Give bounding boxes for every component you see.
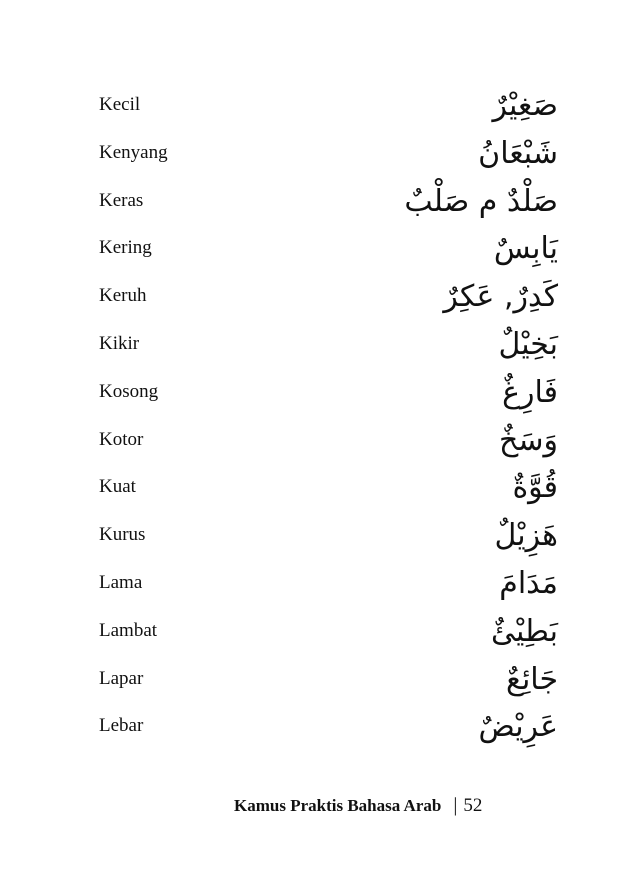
indonesian-word: Lambat — [99, 619, 158, 641]
arabic-word: عَرِيْضٌ — [478, 709, 558, 745]
arabic-word: فَارِغٌ — [502, 374, 558, 410]
entry-row — [0, 563, 638, 611]
indonesian-word: Keras — [99, 189, 144, 211]
entry-row — [0, 611, 638, 659]
indonesian-word: Kikir — [99, 332, 140, 354]
indonesian-word: Lebar — [99, 715, 144, 737]
entry-row — [0, 85, 638, 133]
arabic-word: قُوَّةٌ — [512, 470, 558, 506]
arabic-word: وَسَخٌ — [499, 422, 558, 458]
indonesian-word: Kuat — [99, 476, 136, 498]
entry-row — [0, 420, 638, 468]
page-number: 52 — [463, 795, 483, 816]
entry-row — [0, 515, 638, 563]
arabic-word: مَدَامَ — [499, 565, 558, 601]
indonesian-word: Keruh — [99, 285, 147, 307]
arabic-word: كَدِرٌ, عَكِرٌ — [443, 279, 558, 315]
entry-row — [0, 324, 638, 372]
entry-list — [0, 85, 638, 754]
indonesian-word: Kotor — [99, 428, 144, 450]
arabic-word: شَبْعَانُ — [478, 135, 558, 171]
arabic-word: جَائِعٌ — [505, 661, 558, 697]
entry-row — [0, 228, 638, 276]
footer-separator: | — [453, 794, 458, 816]
entry-row — [0, 276, 638, 324]
book-title: Kamus Praktis Bahasa Arab — [234, 796, 442, 815]
arabic-word: بَخِيْلٌ — [498, 326, 558, 362]
entry-row — [0, 133, 638, 181]
entry-row — [0, 659, 638, 707]
indonesian-word: Kosong — [99, 380, 159, 402]
indonesian-word: Kecil — [99, 94, 141, 115]
arabic-word: هَزِيْلٌ — [494, 518, 558, 554]
entry-row — [0, 467, 638, 515]
entry-row — [0, 372, 638, 420]
indonesian-word: Kenyang — [99, 141, 168, 163]
entry-row — [0, 706, 638, 754]
indonesian-word: Kering — [99, 237, 152, 259]
indonesian-word: Kurus — [99, 524, 146, 546]
indonesian-word: Lama — [99, 571, 143, 593]
arabic-word: صَلْدٌ م صَلْبٌ — [404, 183, 558, 219]
arabic-word: يَابِسٌ — [493, 231, 558, 267]
arabic-word: صَغِيْرٌ — [492, 88, 558, 123]
page-footer — [234, 794, 482, 822]
indonesian-word: Lapar — [99, 667, 144, 689]
arabic-word: بَطِيْئٌ — [490, 613, 558, 649]
entry-row — [0, 181, 638, 229]
